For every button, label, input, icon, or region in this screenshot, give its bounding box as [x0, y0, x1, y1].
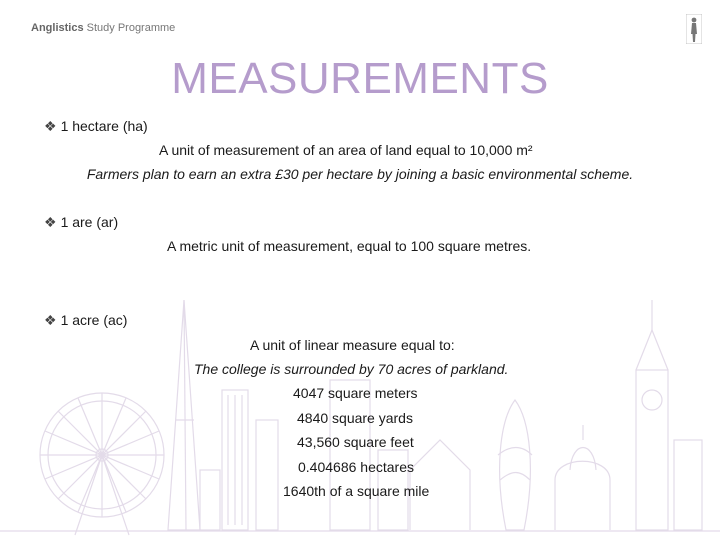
bullet-acre: [44, 312, 127, 329]
equivalent-item: 4840 square yards: [297, 410, 413, 426]
example-hectare: Farmers plan to earn an extra £30 per hectare by joining a basic environmental scheme.: [86, 166, 634, 182]
definition-acre: A unit of linear measure equal to:: [250, 337, 455, 353]
brand-name: Anglistics: [31, 22, 84, 34]
bullet-are: [44, 214, 118, 231]
bullet-text: 1 acre (ac): [60, 312, 128, 328]
definition-hectare: A unit of measurement of an area of land equal to 10,000 m²: [159, 142, 533, 158]
bullet-text: 1 hectare (ha): [60, 118, 148, 134]
equivalent-item: 0.404686 hectares: [298, 459, 414, 475]
bullet-hectare: [44, 118, 148, 135]
brand-label: [31, 22, 175, 34]
slide-title: MEASUREMENTS: [171, 54, 549, 103]
equivalent-item: 43,560 square feet: [297, 434, 414, 450]
diamond-bullet-icon: ❖: [44, 312, 57, 328]
equivalent-item: 1640th of a square mile: [283, 483, 430, 499]
figure-logo-icon: [686, 14, 702, 44]
diamond-bullet-icon: ❖: [44, 118, 57, 134]
diamond-bullet-icon: ❖: [44, 214, 57, 230]
bullet-text: 1 are (ar): [60, 214, 119, 230]
definition-are: A metric unit of measurement, equal to 100 square metres.: [167, 238, 532, 254]
brand-subtitle: Study Programme: [86, 22, 176, 34]
equivalent-item: 4047 square meters: [293, 385, 418, 401]
example-acre: The college is surrounded by 70 acres of parkland.: [194, 361, 509, 377]
